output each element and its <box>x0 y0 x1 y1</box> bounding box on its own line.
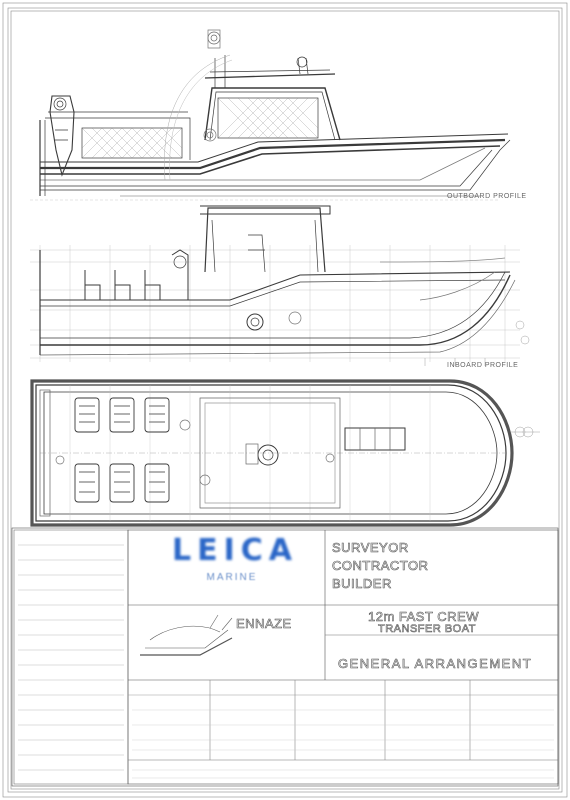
seat-grid-starboard <box>75 464 169 502</box>
client-line-3: BUILDER <box>332 576 392 591</box>
deck-plan-view <box>32 381 540 525</box>
outboard-profile-view <box>30 30 510 200</box>
sheet-border <box>3 3 567 797</box>
vessel-line-2: TRANSFER BOAT <box>378 623 476 635</box>
vessel-line-1: 12m FAST CREW <box>368 609 480 624</box>
outboard-profile-label: OUTBOARD PROFILE <box>447 193 527 200</box>
company-logo-subtext: MARINE <box>206 572 258 583</box>
company-logo: LEICA <box>172 533 299 568</box>
drawing-title: GENERAL ARRANGEMENT <box>338 656 533 671</box>
inboard-profile-label: INBOARD PROFILE <box>447 362 519 369</box>
seat-rows <box>85 235 265 300</box>
vessel-name: ENNAZE <box>236 616 292 631</box>
client-line-2: CONTRACTOR <box>332 558 429 573</box>
seat-grid-port <box>75 398 169 432</box>
inboard-profile-view <box>30 206 529 366</box>
client-line-1: SURVEYOR <box>332 540 409 555</box>
